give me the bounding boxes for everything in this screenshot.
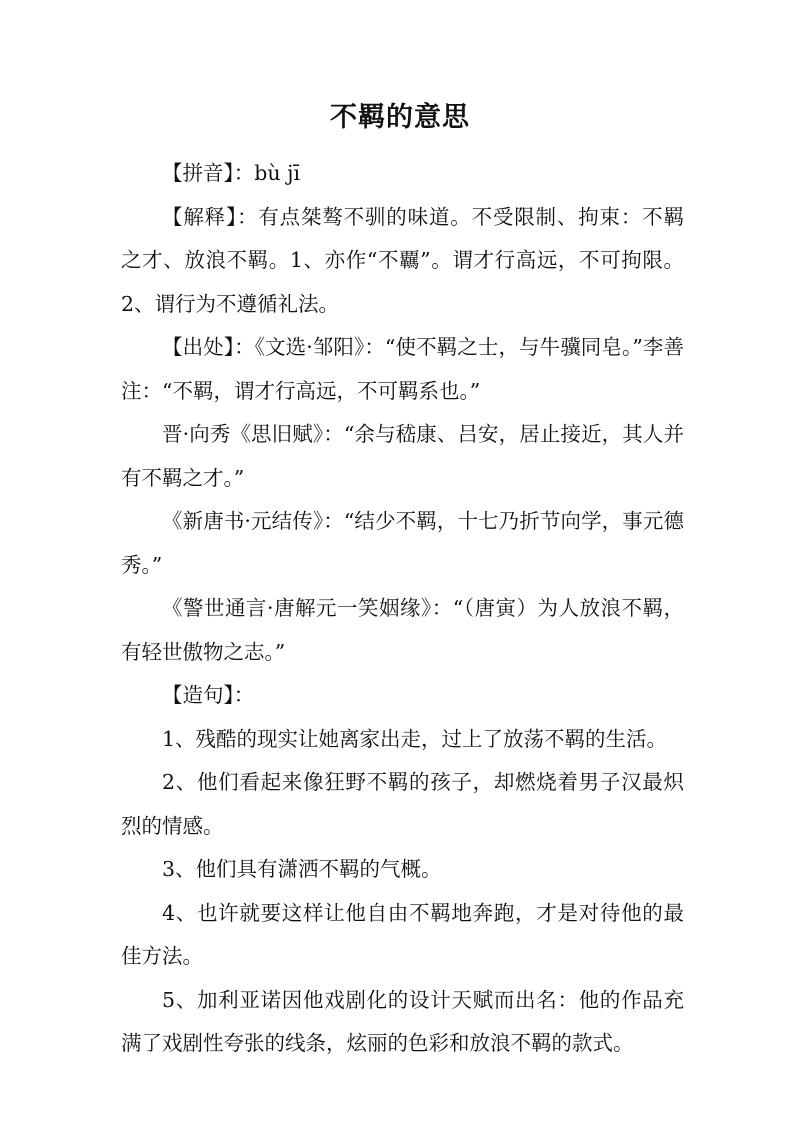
- document-title: 不羁的意思: [330, 102, 470, 133]
- source-paragraph: 【出处】：《文选·邹阳》：“使不羁之士，与牛骥同皂。”李善注：“不羁，谓才行高远，不可羁系也。”: [121, 335, 684, 403]
- source-quote-paragraph: 晋·向秀《思旧赋》：“余与嵇康、吕安，居止接近，其人并有不羁之才。”: [121, 422, 684, 490]
- source-quote-paragraph: 《警世通言·唐解元一笑姻缘》：“（唐寅）为人放浪不羁，有轻世傲物之志。”: [121, 596, 684, 664]
- pinyin-paragraph: 【拼音】：bù jī: [162, 161, 301, 185]
- example-sentence: 1、残酷的现实让她离家出走，过上了放荡不羁的生活。: [162, 726, 668, 751]
- example-sentence: 3、他们具有潇洒不羁的气概。: [162, 857, 442, 881]
- definition-paragraph: 【解释】：有点桀骜不驯的味道。不受限制、拘束：不羁之才、放浪不羁。1、亦作“不覊”。谓才行高远，不可拘限。2、谓行为不遵循礼法。: [121, 204, 684, 316]
- example-sentence: 5、加利亚诺因他戏剧化的设计天赋而出名：他的作品充满了戏剧性夸张的线条，炫丽的色彩和放浪不羁的款式。: [121, 987, 684, 1055]
- example-sentence: 4、也许就要这样让他自由不羁地奔跑，才是对待他的最佳方法。: [121, 900, 684, 968]
- example-heading: 【造句】：: [162, 683, 255, 707]
- source-quote-paragraph: 《新唐书·元结传》：“结少不羁，十七乃折节向学，事元德秀。”: [121, 509, 684, 577]
- document-body: [121, 152, 684, 1066]
- example-sentence: 2、他们看起来像狂野不羁的孩子，却燃烧着男子汉最炽烈的情感。: [121, 770, 684, 838]
